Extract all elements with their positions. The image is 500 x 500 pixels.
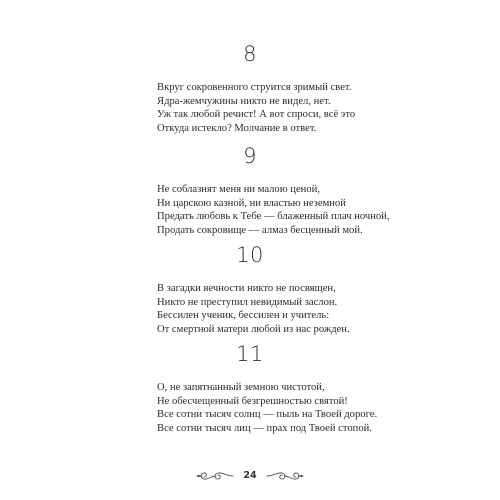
stanza-number: 10 bbox=[236, 243, 264, 267]
verse-line: От смертной матери любой из нас рожден. bbox=[157, 323, 350, 335]
stanza-number: 9 bbox=[243, 144, 257, 168]
stanza-8 bbox=[157, 42, 457, 135]
verse-line: Ни царскою казной, ни властью неземной bbox=[157, 197, 346, 209]
verse-line: Никто не преступил невидимый заслон. bbox=[157, 296, 338, 308]
stanza-lines bbox=[157, 81, 457, 135]
verse-line: Все сотни тысяч лиц — прах под Твоей стопой. bbox=[157, 422, 372, 434]
flourish-ornament-icon bbox=[266, 470, 304, 482]
stanza-lines bbox=[157, 183, 457, 237]
verse-line: О, не запятнанный земною чистотой, bbox=[157, 382, 325, 393]
verse-line: Все сотни тысяч солнц — пыль на Твоей дороге. bbox=[157, 409, 378, 421]
verse-line: Вкруг сокровенного струится зримый свет. bbox=[157, 82, 352, 93]
verse-line: Предать любовь к Тебе — блаженный плач ночной, bbox=[157, 211, 390, 223]
stanza-11 bbox=[157, 342, 457, 435]
page-number: 24 bbox=[243, 470, 257, 481]
stanza-9 bbox=[157, 144, 457, 237]
verse-line: Не соблазнят меня ни малою ценой, bbox=[157, 184, 320, 195]
verse-line: Уж так любой речист! А вот спроси, всё это bbox=[157, 109, 356, 121]
verse-line: Продать сокровище — алмаз бесценный мой. bbox=[157, 224, 363, 236]
stanza-lines bbox=[157, 282, 457, 336]
stanza-number: 11 bbox=[236, 342, 264, 366]
page-footer bbox=[0, 468, 500, 486]
stanza-lines bbox=[157, 381, 457, 435]
verse-line: Бессилен ученик, бессилен и учитель: bbox=[157, 310, 330, 322]
verse-line: Откуда истекло? Молчание в ответ. bbox=[157, 122, 317, 134]
verse-line: Ядра-жемчужины никто не видел, нет. bbox=[157, 95, 331, 107]
verse-line: В загадки вечности никто не посвящен, bbox=[157, 283, 336, 294]
verse-line: Не обесчещенный безгрешностью святой! bbox=[157, 395, 348, 407]
stanza-number: 8 bbox=[243, 42, 257, 66]
flourish-ornament-icon bbox=[196, 470, 234, 482]
stanza-10 bbox=[157, 243, 457, 336]
